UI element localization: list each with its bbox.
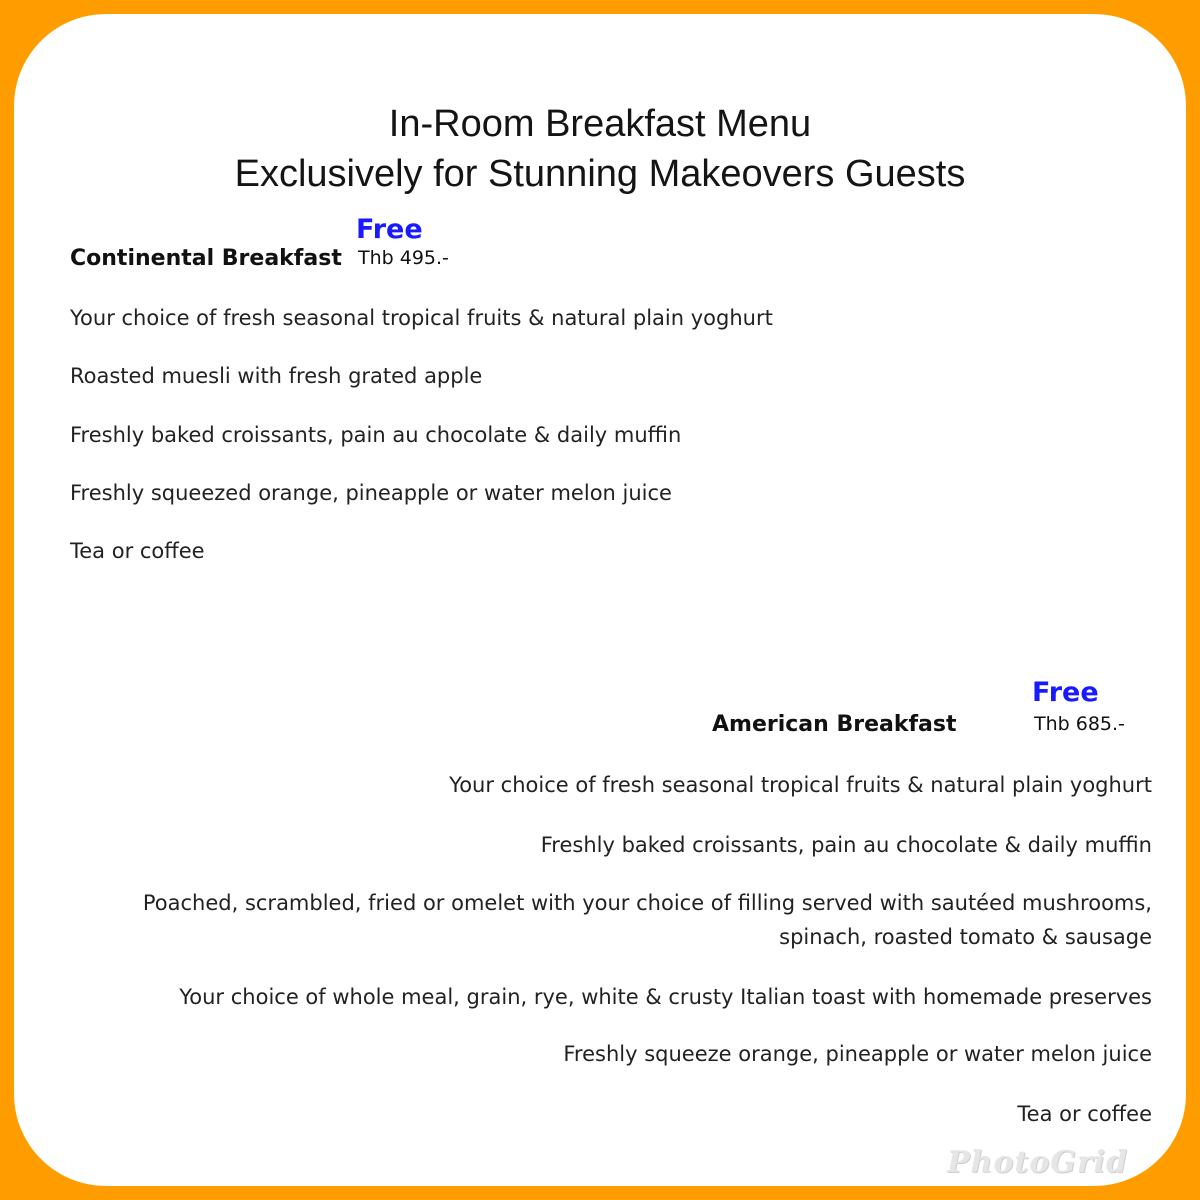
continental-price: Thb 495.- [358,247,449,269]
american-item: Poached, scrambled, fried or omelet with your choice of filling served with sautéed mushrooms, spinach, roasted tomato & sausage [142,891,1152,949]
photogrid-watermark: PhotoGrid [946,1145,1128,1180]
menu-card [14,14,1186,1186]
continental-item: Freshly baked croissants, pain au chocolate & daily muffin [70,423,682,447]
american-item: Tea or coffee [1017,1102,1152,1126]
menu-subtitle: Exclusively for Stunning Makeovers Guests [234,153,966,195]
continental-item: Tea or coffee [70,539,205,563]
american-item: Freshly squeeze orange, pineapple or water melon juice [563,1042,1152,1066]
continental-item: Your choice of fresh seasonal tropical fruits & natural plain yoghurt [70,306,773,330]
menu-title: In-Room Breakfast Menu [388,103,812,145]
continental-item: Freshly squeezed orange, pineapple or water melon juice [70,481,672,505]
continental-title: Continental Breakfast [70,246,342,271]
continental-free-label: Free [356,214,423,245]
continental-item: Roasted muesli with fresh grated apple [70,364,483,388]
american-price: Thb 685.- [1034,713,1125,735]
american-item: Your choice of fresh seasonal tropical fruits & natural plain yoghurt [449,773,1152,797]
american-free-label: Free [1032,677,1099,708]
american-item: Your choice of whole meal, grain, rye, white & crusty Italian toast with homemade preserves [179,985,1152,1009]
american-title: American Breakfast [712,712,957,737]
american-item: Freshly baked croissants, pain au chocolate & daily muffin [540,833,1152,857]
